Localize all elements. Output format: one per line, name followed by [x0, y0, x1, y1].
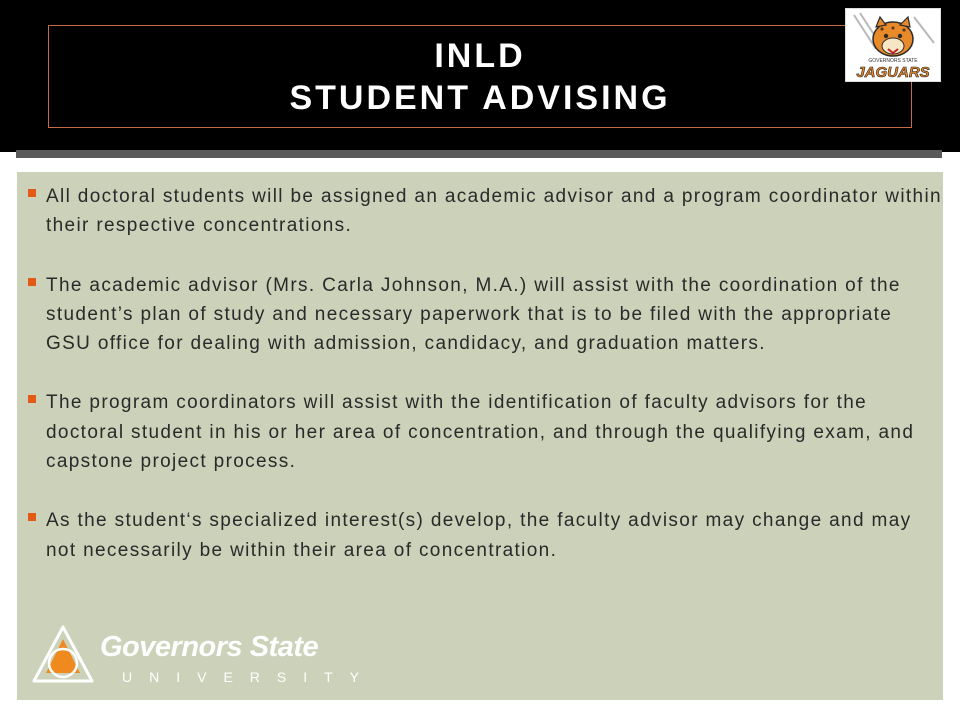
jaguar-mascot-icon: [846, 9, 940, 81]
title-line-2: STUDENT ADVISING: [289, 78, 671, 117]
bullet-text: The program coordinators will assist with the identification of faculty advisors for the doctoral student in his or her area of concentration, and through the qualifying exam, and capstone project process.: [46, 392, 915, 473]
gsu-emblem-icon: [30, 623, 96, 689]
bullet-item: [46, 506, 942, 565]
bullet-square-icon: [28, 395, 36, 403]
slide-title: [48, 25, 912, 128]
svg-text:GOVERNORS STATE: GOVERNORS STATE: [868, 58, 918, 64]
content-panel: [17, 172, 943, 700]
bullet-item: [46, 388, 942, 476]
bullet-item: [46, 271, 942, 359]
bullet-square-icon: [28, 189, 36, 197]
title-line-1: INLD: [434, 36, 526, 75]
bullet-text: As the student‘s specialized interest(s) develop, the faculty advisor may change and may not necessarily be within their area of concentration.: [46, 510, 912, 561]
bullet-text: The academic advisor (Mrs. Carla Johnson, M.A.) will assist with the coordination of the student’s plan of study and necessary paperwork that is to be filed with the appropriate GSU office for dealing with admission, candidacy, and graduation matters.: [46, 274, 901, 355]
bullet-item: [46, 182, 942, 241]
bullet-text: All doctoral students will be assigned an academic advisor and a program coordinator within their respective concentrations.: [46, 186, 942, 237]
gsu-subtitle: UNIVERSITY: [122, 669, 377, 685]
svg-text:JAGUARS: JAGUARS: [856, 64, 930, 81]
header-shadow-bar: [16, 150, 942, 158]
jaguars-logo: [845, 8, 941, 82]
gsu-name: Governors State: [100, 631, 319, 663]
bullet-list: [46, 182, 942, 595]
bullet-square-icon: [28, 278, 36, 286]
bullet-square-icon: [28, 513, 36, 521]
gsu-logo: [30, 623, 377, 691]
